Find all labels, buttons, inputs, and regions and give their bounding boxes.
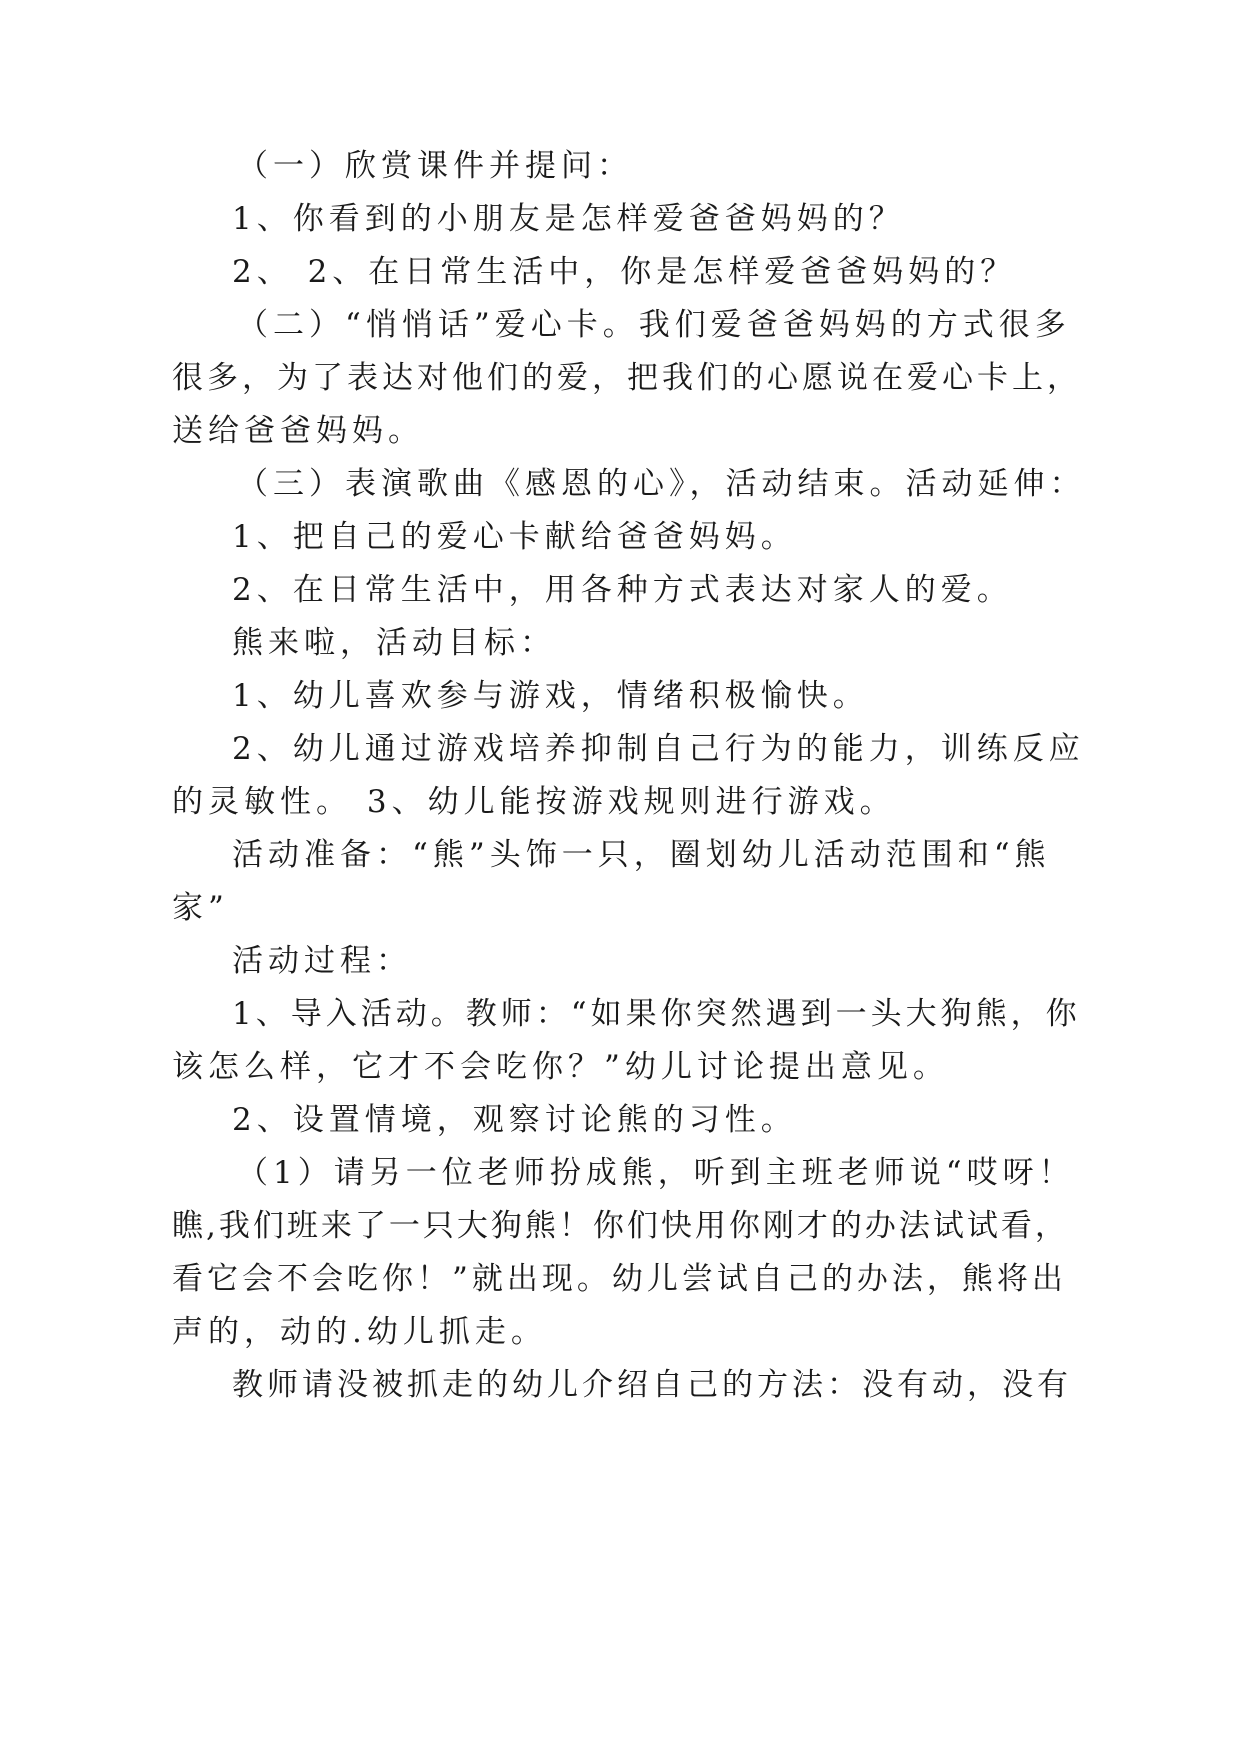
text-line: 很多，为了表达对他们的爱，把我们的心愿说在爱心卡上， [172,360,1082,396]
text-line: 2、幼儿通过游戏培养抑制自己行为的能力，训练反应 [232,731,1085,767]
text-line: 活动准备：“熊”头饰一只，圈划幼儿活动范围和“熊 [232,837,1051,873]
text-line: 声的，动的.幼儿抓走。 [172,1314,547,1350]
text-line: 瞧,我们班来了一只大狗熊！你们快用你刚才的办法试试看， [172,1208,1069,1244]
text-line: 1、把自己的爱心卡献给爸爸妈妈。 [232,519,797,555]
text-line: 看它会不会吃你！”就出现。幼儿尝试自己的办法，熊将出 [172,1261,1067,1297]
text-line: （二）“悄悄话”爱心卡。我们爱爸爸妈妈的方式很多 [237,307,1071,343]
text-line: 2、 2、在日常生活中，你是怎样爱爸爸妈妈的？ [232,254,1017,290]
text-line: 活动过程： [232,943,412,979]
text-line: （1）请另一位老师扮成熊，听到主班老师说“哎呀！ [237,1155,1075,1191]
text-line: 1、导入活动。教师：“如果你突然遇到一头大狗熊，你 [232,996,1081,1032]
text-line: 送给爸爸妈妈。 [172,413,424,449]
text-line: 家” [172,890,229,926]
text-line: 的灵敏性。 3、幼儿能按游戏规则进行游戏。 [172,784,896,820]
text-line: 1、你看到的小朋友是怎样爱爸爸妈妈的？ [232,201,905,237]
text-line: （三）表演歌曲《感恩的心》，活动结束。活动延伸： [237,466,1086,502]
text-line: 熊来啦，活动目标： [232,625,556,661]
text-line: 教师请没被抓走的幼儿介绍自己的方法：没有动，没有 [232,1367,1072,1403]
text-line: （一）欣赏课件并提问： [237,148,633,184]
text-line: 2、设置情境，观察讨论熊的习性。 [232,1102,797,1138]
text-line: 1、幼儿喜欢参与游戏，情绪积极愉快。 [232,678,869,714]
text-line: 该怎么样，它才不会吃你？”幼儿讨论提出意见。 [172,1049,949,1085]
text-line: 2、在日常生活中，用各种方式表达对家人的爱。 [232,572,1013,608]
